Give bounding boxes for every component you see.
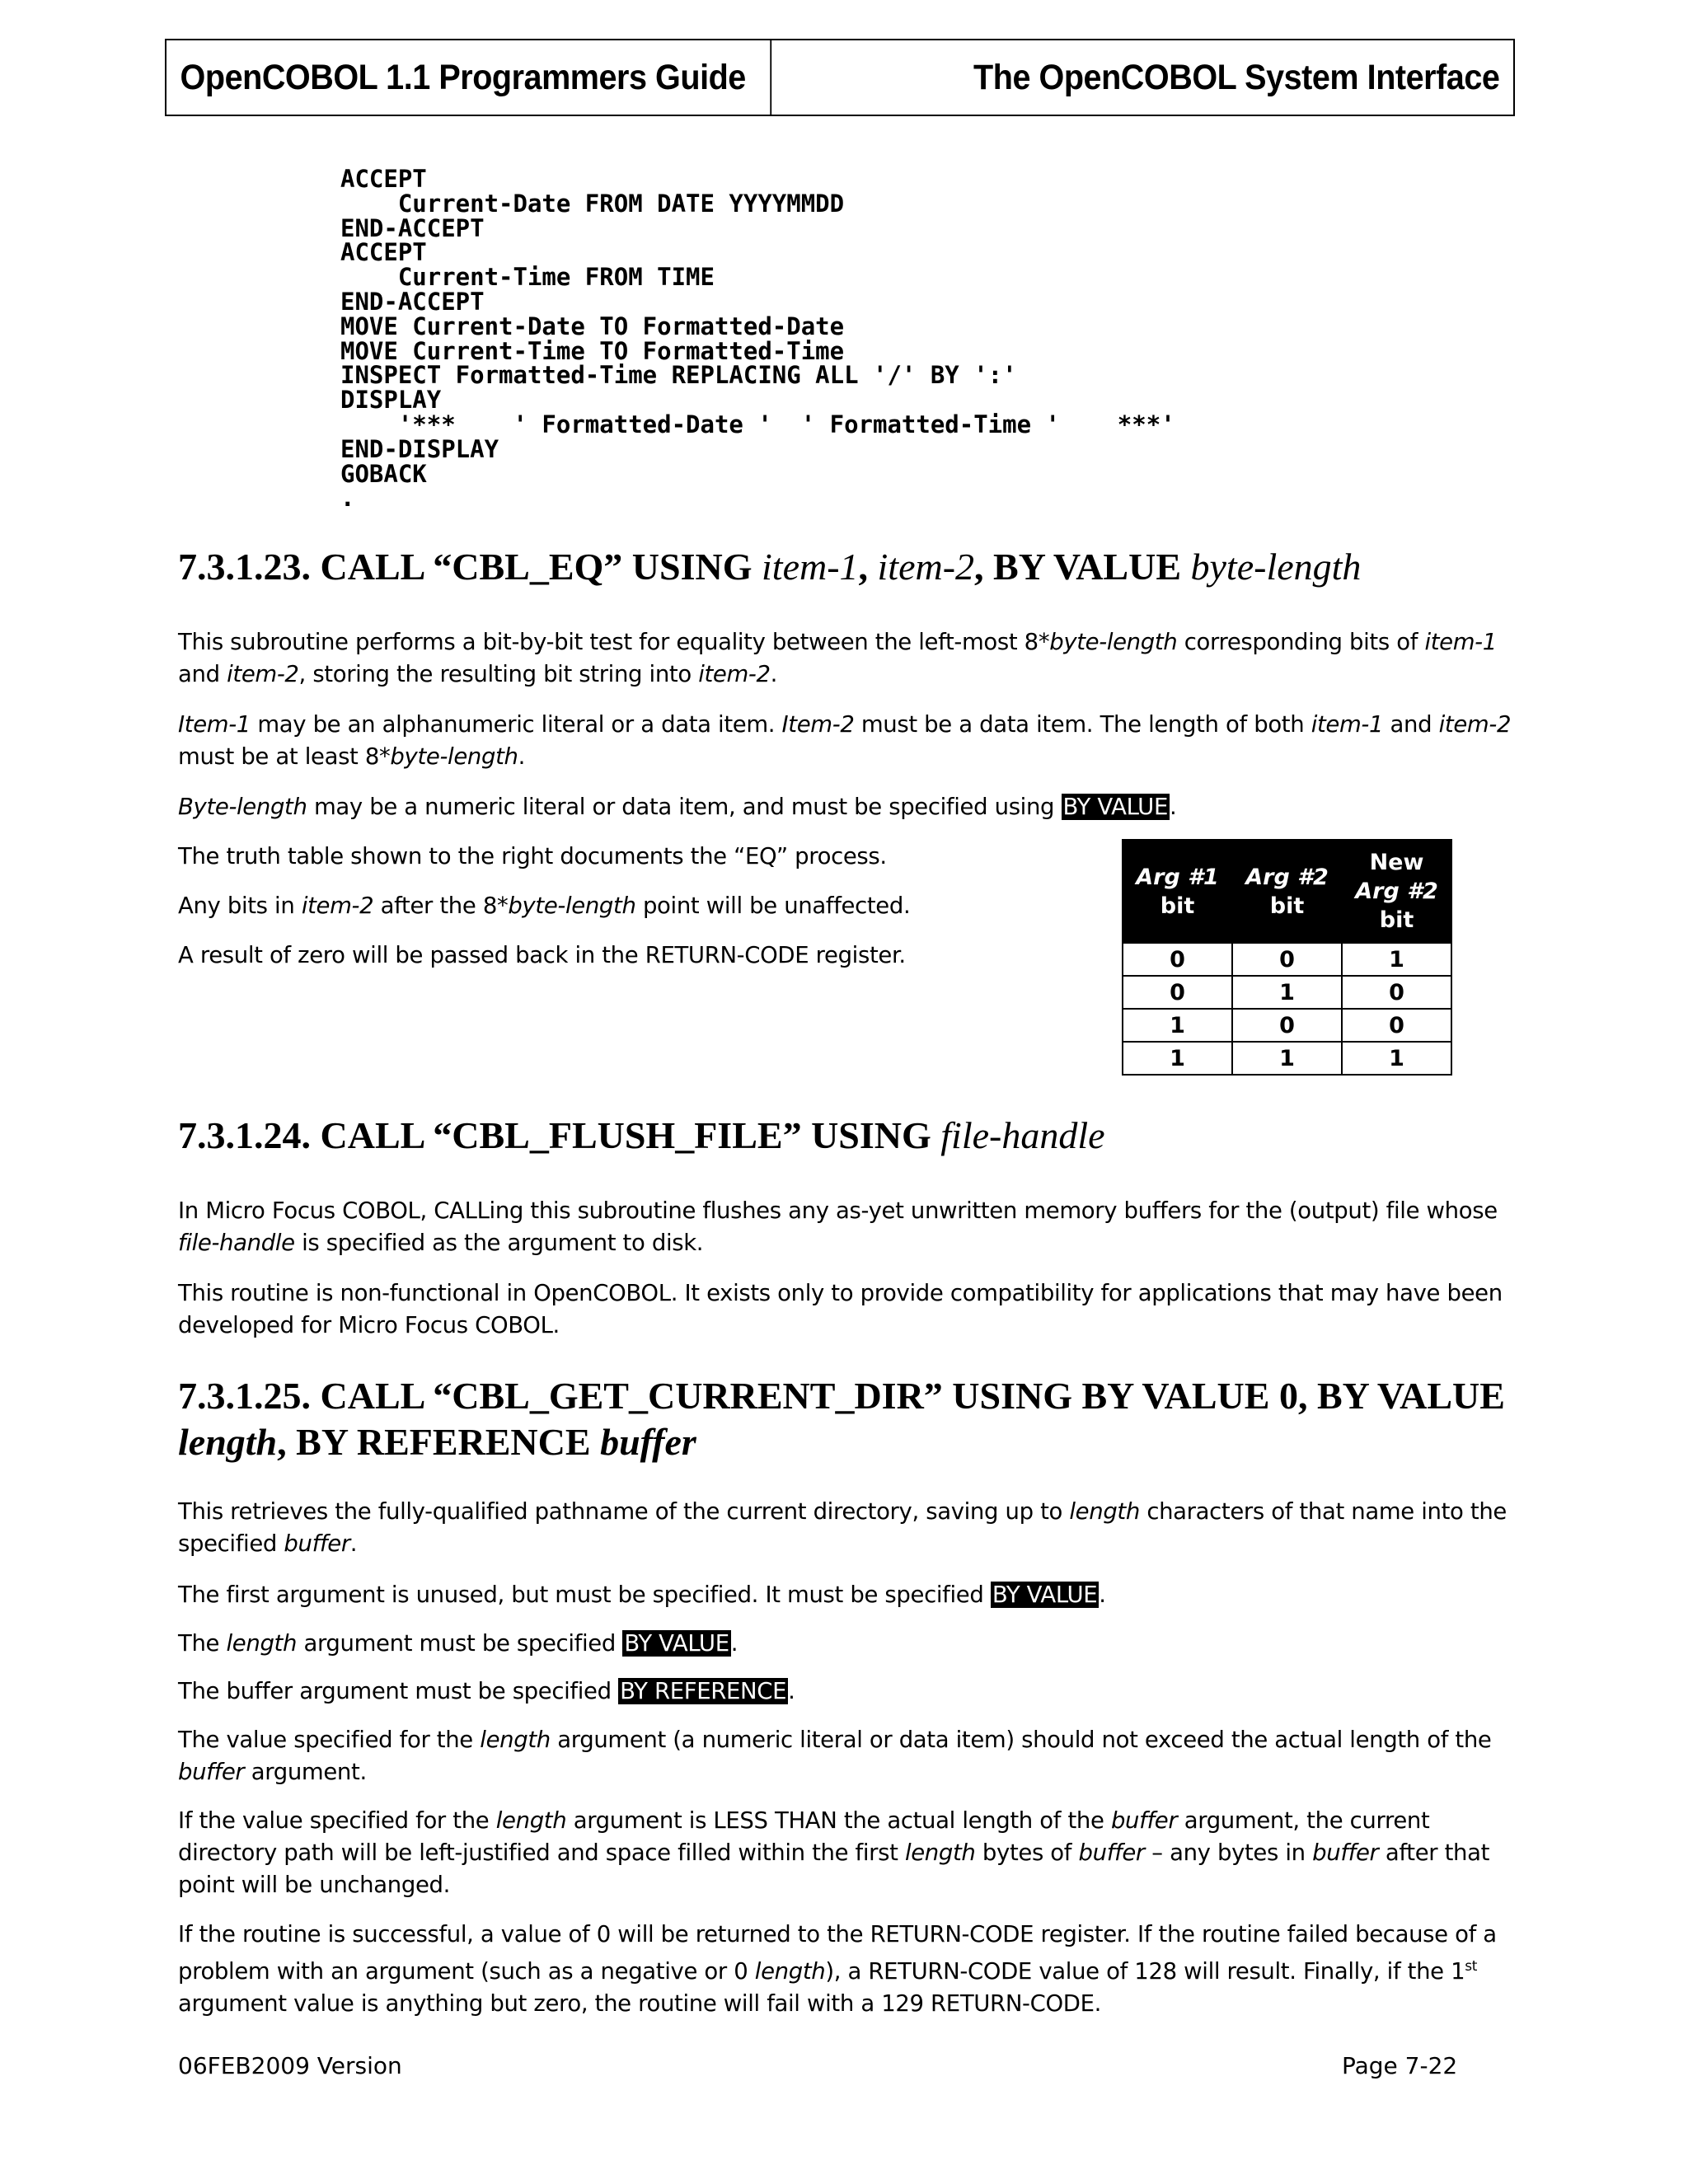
section-heading-cbl-get-current-dir: 7.3.1.25. CALL “CBL_GET_CURRENT_DIR” USING BY VALUE 0, BY VALUE length, BY REFERENCE buffer [178,1375,1505,1463]
code-line: . [340,484,355,513]
paragraph: Item-1 may be an alphanumeric literal or a data item. Item-2 must be a data item. The length of both item-1 and item-2 must be at least 8*byte-length. [178,711,1512,770]
paragraph: Any bits in item-2 after the 8*byte-length point will be unaffected. [178,893,911,919]
paragraph: The truth table shown to the right documents the “EQ” process. [178,843,887,869]
paragraph: A result of zero will be passed back in the RETURN-CODE register. [178,942,906,968]
code-line: END-ACCEPT [340,287,485,316]
by-value-highlight: BY VALUE [624,1630,729,1657]
paragraph: The buffer argument must be specified BY REFERENCE. [178,1678,795,1704]
by-reference-highlight: BY REFERENCE [620,1678,787,1704]
table-row: 0 0 1 [1123,943,1451,976]
section-heading-cbl-flush-file: 7.3.1.24. CALL “CBL_FLUSH_FILE” USING file-handle [178,1114,1105,1156]
code-listing [340,167,1175,511]
paragraph: This routine is non-functional in OpenCOBOL. It exists only to provide compatibility for applications that may have been developed for Micro Focus COBOL. [178,1280,1503,1338]
column-header-arg2: Arg #2 bit [1232,840,1342,943]
code-line: END-DISPLAY [340,434,499,463]
code-line: DISPLAY [340,386,442,415]
paragraph: If the value specified for the length argument is LESS THAN the actual length of the buffer argument, the current directory path will be left-justified and space filled within the first length bytes of buffer – any bytes in buffer after that point will be unchanged. [178,1807,1490,1898]
column-header-new-arg2: New Arg #2 bit [1342,840,1451,943]
code-line: '*** ' Formatted-Date ' ' Formatted-Time ' ***' [340,410,1175,438]
truth-table [1122,839,1452,1076]
paragraph: The first argument is unused, but must be specified. It must be specified BY VALUE. [178,1582,1106,1608]
code-line: ACCEPT [340,238,427,267]
code-line: Current-Date FROM DATE YYYYMMDD [340,189,845,218]
table-row: 1 0 0 [1123,1009,1451,1042]
table-row: 1 1 1 [1123,1042,1451,1075]
footer-page-number: Page 7-22 [1342,2052,1458,2079]
code-line: MOVE Current-Date TO Formatted-Date [340,312,845,340]
code-line: ACCEPT [340,165,427,193]
by-value-highlight: BY VALUE [1062,794,1168,820]
guide-title: OpenCOBOL 1.1 Programmers Guide [166,40,771,115]
page-header [165,39,1515,116]
code-line: Current-Time FROM TIME [340,263,715,292]
by-value-highlight: BY VALUE [992,1582,1098,1608]
paragraph: If the routine is successful, a value of 0 will be returned to the RETURN-CODE register. If the routine failed because of a problem with an argument (such as a negative or 0 length), a RETURN-CODE value of 128 will result. Finally, if the 1st argument value is anything but zero, the routine will fail with a 129 RETURN-CODE. [178,1921,1497,2018]
paragraph: Byte-length may be a numeric literal or data item, and must be specified using BY VALUE. [178,794,1177,820]
footer-version: 06FEB2009 Version [178,2052,402,2079]
paragraph: The value specified for the length argument (a numeric literal or data item) should not exceed the actual length of the buffer argument. [178,1727,1492,1785]
chapter-title: The OpenCOBOL System Interface [973,57,1500,97]
code-line: END-ACCEPT [340,213,485,242]
paragraph: This retrieves the fully-qualified pathname of the current directory, saving up to length characters of that name into the specified buffer. [178,1498,1507,1557]
column-header-arg1: Arg #1 bit [1123,840,1232,943]
section-heading-cbl-eq: 7.3.1.23. CALL “CBL_EQ” USING item-1, item-2, BY VALUE byte-length [178,546,1362,588]
table-row: 0 1 0 [1123,976,1451,1009]
paragraph: The length argument must be specified BY VALUE. [178,1630,738,1657]
code-line: INSPECT Formatted-Time REPLACING ALL '/' BY ':' [340,361,1017,390]
code-line: GOBACK [340,459,427,488]
paragraph: In Micro Focus COBOL, CALLing this subroutine flushes any as-yet unwritten memory buffers for the (output) file whose file-handle is specified as the argument to disk. [178,1197,1498,1256]
code-line: MOVE Current-Time TO Formatted-Time [340,336,845,365]
paragraph: This subroutine performs a bit-by-bit test for equality between the left-most 8*byte-length corresponding bits of item-1 and item-2, storing the resulting bit string into item-2. [178,629,1497,687]
